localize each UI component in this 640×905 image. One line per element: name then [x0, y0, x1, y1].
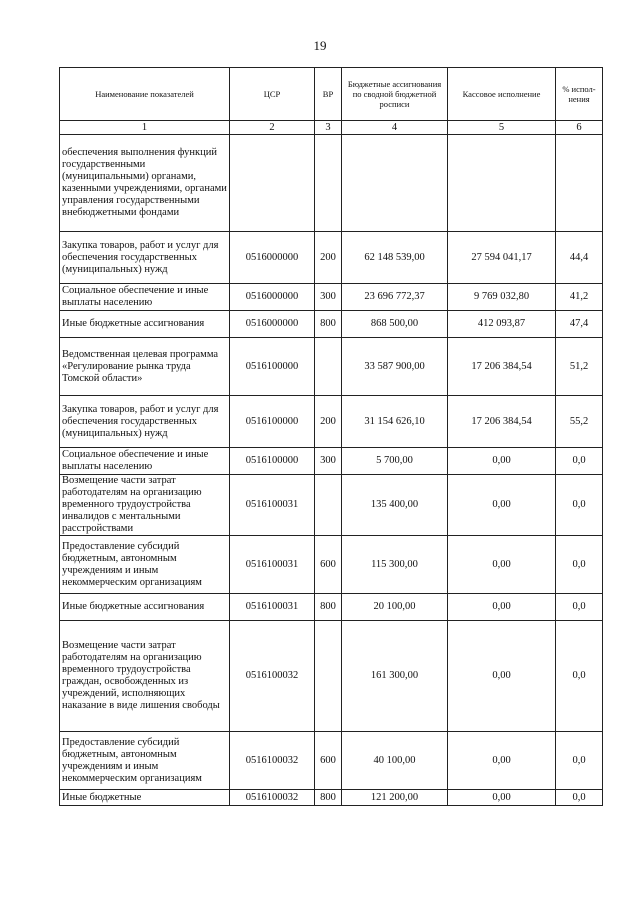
- row-budget: 5 700,00: [342, 448, 448, 475]
- row-pct: 0,0: [556, 732, 603, 790]
- row-name: Ведомственная целевая программа «Регулирование рынка труда Томской области»: [60, 338, 230, 396]
- row-cash: 17 206 384,54: [448, 396, 556, 448]
- row-cash: 412 093,87: [448, 311, 556, 338]
- table-row: [60, 338, 603, 396]
- row-cash: 17 206 384,54: [448, 338, 556, 396]
- row-cash: 27 594 041,17: [448, 232, 556, 284]
- row-vr: 200: [315, 232, 342, 284]
- column-number: 4: [342, 121, 448, 135]
- row-budget: 115 300,00: [342, 536, 448, 594]
- table-row: [60, 448, 603, 475]
- row-budget: 31 154 626,10: [342, 396, 448, 448]
- row-name: Социальное обеспечение и иные выплаты населению: [60, 448, 230, 475]
- row-csr: 0516100000: [230, 448, 315, 475]
- table-row: [60, 232, 603, 284]
- row-csr: [230, 135, 315, 232]
- row-csr: 0516100032: [230, 732, 315, 790]
- row-csr: 0516100000: [230, 338, 315, 396]
- row-name: Предоставление субсидий бюджетным, автономным учреждениям и иным некоммерческим организациям: [60, 732, 230, 790]
- row-vr: 300: [315, 284, 342, 311]
- row-name: Социальное обеспечение и иные выплаты населению: [60, 284, 230, 311]
- row-pct: 0,0: [556, 536, 603, 594]
- row-pct: 0,0: [556, 475, 603, 536]
- row-cash: 9 769 032,80: [448, 284, 556, 311]
- column-number: 1: [60, 121, 230, 135]
- row-cash: 0,00: [448, 448, 556, 475]
- row-budget: 121 200,00: [342, 790, 448, 806]
- row-name: Иные бюджетные ассигнования: [60, 311, 230, 338]
- row-csr: 0516100031: [230, 536, 315, 594]
- row-pct: 47,4: [556, 311, 603, 338]
- column-number: 5: [448, 121, 556, 135]
- row-cash: 0,00: [448, 536, 556, 594]
- row-csr: 0516000000: [230, 232, 315, 284]
- header-name: Наименование показателей: [60, 68, 230, 121]
- row-budget: 20 100,00: [342, 594, 448, 621]
- row-vr: 200: [315, 396, 342, 448]
- table-row: [60, 135, 603, 232]
- header-row: [60, 68, 603, 121]
- header-pct: % испол-нения: [556, 68, 603, 121]
- row-cash: 0,00: [448, 621, 556, 732]
- row-budget: 62 148 539,00: [342, 232, 448, 284]
- header-cash: Кассовое исполнение: [448, 68, 556, 121]
- row-cash: 0,00: [448, 475, 556, 536]
- header-vr: ВР: [315, 68, 342, 121]
- row-csr: 0516100031: [230, 594, 315, 621]
- row-budget: 161 300,00: [342, 621, 448, 732]
- row-csr: 0516000000: [230, 311, 315, 338]
- column-number: 2: [230, 121, 315, 135]
- row-name: Закупка товаров, работ и услуг для обеспечения государственных (муниципальных) нужд: [60, 232, 230, 284]
- row-vr: [315, 475, 342, 536]
- column-number-row: [60, 121, 603, 135]
- row-name: Иные бюджетные: [60, 790, 230, 806]
- row-vr: 300: [315, 448, 342, 475]
- row-csr: 0516000000: [230, 284, 315, 311]
- row-name: Возмещение части затрат работодателям на организацию временного трудоустройства инвалидов с ментальными расстройствами: [60, 475, 230, 536]
- row-name: Закупка товаров, работ и услуг для обеспечения государственных (муниципальных) нужд: [60, 396, 230, 448]
- row-pct: 55,2: [556, 396, 603, 448]
- row-vr: [315, 338, 342, 396]
- table-row: [60, 594, 603, 621]
- row-vr: 800: [315, 594, 342, 621]
- row-vr: 600: [315, 732, 342, 790]
- table-row: [60, 396, 603, 448]
- row-pct: 0,0: [556, 594, 603, 621]
- table-row: [60, 475, 603, 536]
- column-number: 6: [556, 121, 603, 135]
- row-vr: 800: [315, 311, 342, 338]
- row-pct: [556, 135, 603, 232]
- row-cash: [448, 135, 556, 232]
- row-csr: 0516100000: [230, 396, 315, 448]
- table-row: [60, 621, 603, 732]
- row-budget: [342, 135, 448, 232]
- row-pct: 0,0: [556, 448, 603, 475]
- column-number: 3: [315, 121, 342, 135]
- row-csr: 0516100032: [230, 621, 315, 732]
- row-pct: 41,2: [556, 284, 603, 311]
- row-budget: 135 400,00: [342, 475, 448, 536]
- table-row: [60, 536, 603, 594]
- row-pct: 51,2: [556, 338, 603, 396]
- row-pct: 0,0: [556, 790, 603, 806]
- header-csr: ЦСР: [230, 68, 315, 121]
- row-pct: 44,4: [556, 232, 603, 284]
- row-name: Иные бюджетные ассигнования: [60, 594, 230, 621]
- table-row: [60, 284, 603, 311]
- table-row: [60, 311, 603, 338]
- row-vr: [315, 621, 342, 732]
- row-vr: 600: [315, 536, 342, 594]
- row-budget: 40 100,00: [342, 732, 448, 790]
- table-row: [60, 790, 603, 806]
- row-cash: 0,00: [448, 790, 556, 806]
- row-csr: 0516100031: [230, 475, 315, 536]
- header-budget: Бюджетные ассигнования по сводной бюджетной росписи: [342, 68, 448, 121]
- row-name: Предоставление субсидий бюджетным, автономным учреждениям и иным некоммерческим организациям: [60, 536, 230, 594]
- row-cash: 0,00: [448, 594, 556, 621]
- row-budget: 868 500,00: [342, 311, 448, 338]
- page-number: 19: [313, 38, 327, 53]
- row-budget: 33 587 900,00: [342, 338, 448, 396]
- row-vr: [315, 135, 342, 232]
- row-name: Возмещение части затрат работодателям на организацию временного трудоустройства граждан, освобожденных из учреждений, исполняющих наказание в виде лишения свободы: [60, 621, 230, 732]
- row-name: обеспечения выполнения функций государственными (муниципальными) органами, казенными учреждениями, органами управления государственными внебюджетными фондами: [60, 135, 230, 232]
- table-row: [60, 732, 603, 790]
- row-budget: 23 696 772,37: [342, 284, 448, 311]
- budget-table: [59, 67, 603, 806]
- row-cash: 0,00: [448, 732, 556, 790]
- row-vr: 800: [315, 790, 342, 806]
- row-csr: 0516100032: [230, 790, 315, 806]
- row-pct: 0,0: [556, 621, 603, 732]
